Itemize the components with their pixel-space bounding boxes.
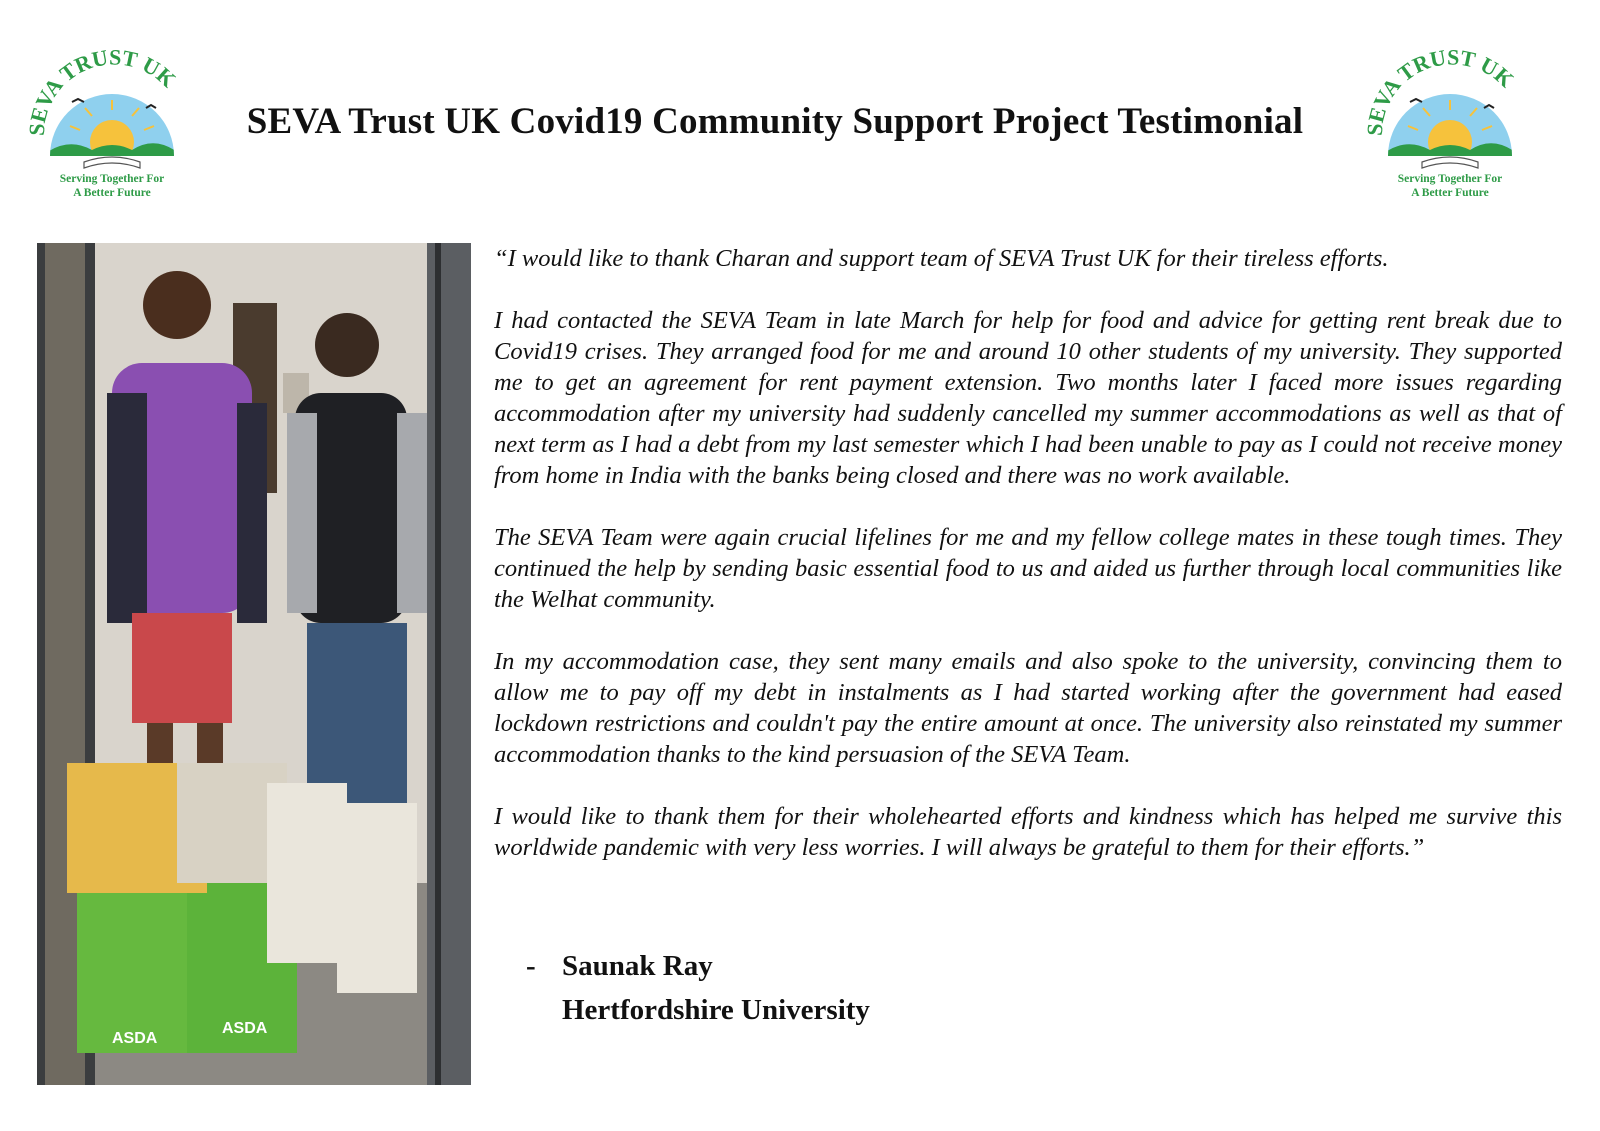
seva-logo-emblem (1360, 44, 1540, 204)
logo-tagline-line1: Serving Together For (1397, 173, 1503, 185)
book-icon (1422, 157, 1478, 168)
page-title: SEVA Trust UK Covid19 Community Support Project Testimonial (246, 101, 1304, 142)
signature-affiliation: Hertfordshire University (562, 994, 870, 1026)
logo-tagline-line2: A Better Future (1411, 187, 1489, 199)
students-with-food-bags-image (37, 243, 471, 1085)
seva-logo-emblem (22, 44, 202, 204)
testimonial-text (494, 243, 1562, 894)
logo-arc-text: SEVA TRUST UK (23, 44, 181, 137)
bag-brand-label: ASDA (112, 1030, 158, 1047)
bag-brand-label: ASDA (222, 1020, 268, 1037)
testimonial-paragraph: In my accommodation case, they sent many emails and also spoke to the university, convincing them to allow me to pay off my debt in instalments as I had started working after the government had eased lockdown restrictions and couldn't pay the entire amount at once. The university also reinstated my summer accommodation thanks to the kind persuasion of the SEVA Team. (494, 648, 1562, 768)
seva-trust-logo-left (22, 44, 202, 204)
signature-block (526, 944, 870, 1032)
signature-dash: - (526, 950, 536, 982)
testimonial-paragraph: I had contacted the SEVA Team in late March for help for food and advice for getting rent break due to Covid19 crises. They arranged food for me and around 10 other students of my university. They supported me to get an agreement for rent payment extension. Two months later I faced more issues regarding accommodation after my university had suddenly cancelled my summer accommodations as well as that of next term as I had a debt from my last semester which I had been unable to pay as I could not receive money from home in India with the banks being closed and there was no work available. (494, 307, 1562, 489)
testimonial-paragraph: “I would like to thank Charan and support team of SEVA Trust UK for their tireless efforts. (494, 245, 1389, 272)
testimonial-photo (37, 243, 471, 1085)
signature-name: Saunak Ray (562, 950, 713, 982)
logo-arc-text: SEVA TRUST UK (1361, 44, 1519, 137)
book-icon (84, 157, 140, 168)
seva-trust-logo-right (1360, 44, 1540, 204)
logo-tagline-line1: Serving Together For (59, 173, 165, 185)
testimonial-paragraph: The SEVA Team were again crucial lifelines for me and my fellow college mates in these tough times. They continued the help by sending basic essential food to us and aided us further through local communities like the Welhat community. (494, 524, 1562, 613)
logo-tagline-line2: A Better Future (73, 187, 151, 199)
testimonial-paragraph: I would like to thank them for their wholehearted efforts and kindness which has helped me survive this worldwide pandemic with very less worries. I will always be grateful to them for their efforts.” (494, 803, 1562, 861)
